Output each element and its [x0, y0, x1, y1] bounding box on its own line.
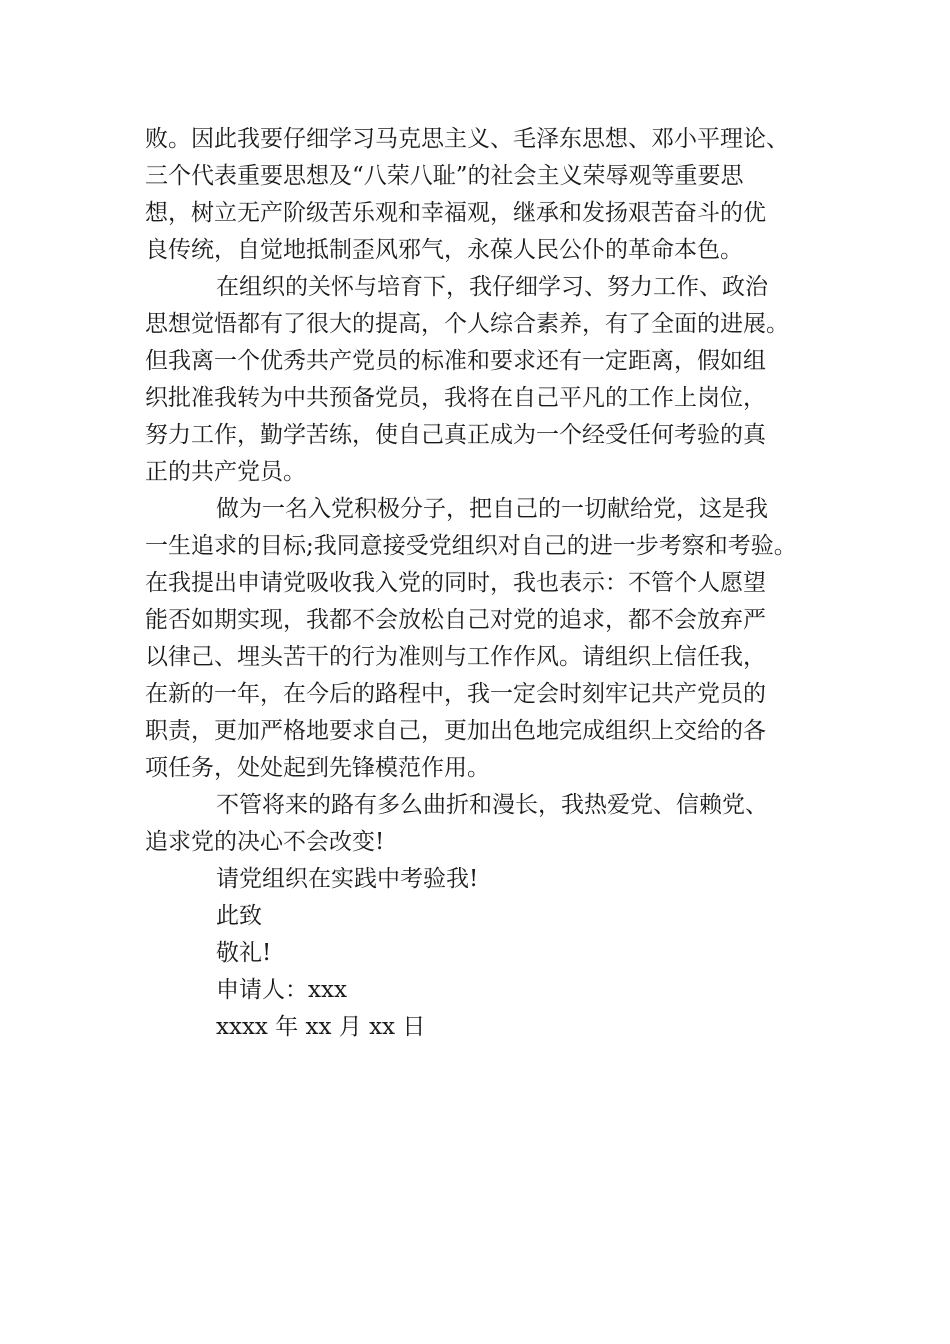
body-line: 但我离一个优秀共产党员的标准和要求还有一定距离，假如组 [145, 348, 766, 374]
body-line: 以律己、埋头苦干的行为准则与工作作风。请组织上信任我， [145, 644, 766, 670]
body-line: 努力工作，勤学苦练，使自己真正成为一个经受任何考验的真 [145, 422, 766, 448]
body-line: 在我提出申请党吸收我入党的同时，我也表示：不管个人愿望 [145, 570, 766, 596]
body-line: 正的共产党员。 [145, 459, 306, 485]
body-line: 想，树立无产阶级苦乐观和幸福观，继承和发扬艰苦奋斗的优 [145, 200, 766, 226]
body-line: 织批准我转为中共预备党员，我将在自己平凡的工作上岗位， [145, 385, 766, 411]
paragraph-start-line: 不管将来的路有多么曲折和漫长，我热爱党、信赖党、 [216, 792, 768, 818]
closing-request: 请党组织在实践中考验我! [216, 866, 479, 892]
applicant-signature: 申请人：xxx [216, 977, 347, 1003]
body-line: 在新的一年，在今后的路程中，我一定会时刻牢记共产党员的 [145, 681, 766, 707]
body-line: 思想觉悟都有了很大的提高，个人综合素养，有了全面的进展。 [145, 311, 789, 337]
paragraph-start-line: 做为一名入党积极分子，把自己的一切献给党，这是我 [216, 496, 768, 522]
body-line: 职责，更加严格地要求自己，更加出色地完成组织上交给的各 [145, 718, 766, 744]
body-line: 良传统，自觉地抵制歪风邪气，永葆人民公仆的革命本色。 [145, 237, 743, 263]
paragraph-start-line: 在组织的关怀与培育下，我仔细学习、努力工作、政治 [216, 274, 768, 300]
body-line: 败。因此我要仔细学习马克思主义、毛泽东思想、邓小平理论、 [145, 126, 789, 152]
body-line: 能否如期实现，我都不会放松自己对党的追求，都不会放弃严 [145, 607, 766, 633]
letter-body [145, 121, 825, 1046]
body-line: 项任务，处处起到先锋模范作用。 [145, 755, 490, 781]
salutation-jingli: 敬礼! [216, 940, 272, 966]
body-line: 一生追求的目标;我同意接受党组织对自己的进一步考察和考验。 [145, 533, 797, 559]
body-line: 三个代表重要思想及“八荣八耻”的社会主义荣辱观等重要思 [145, 163, 744, 189]
body-line: 追求党的决心不会改变! [145, 829, 385, 855]
letter-date: xxxx 年 xx 月 xx 日 [216, 1014, 426, 1040]
salutation-cizhi: 此致 [216, 903, 262, 929]
